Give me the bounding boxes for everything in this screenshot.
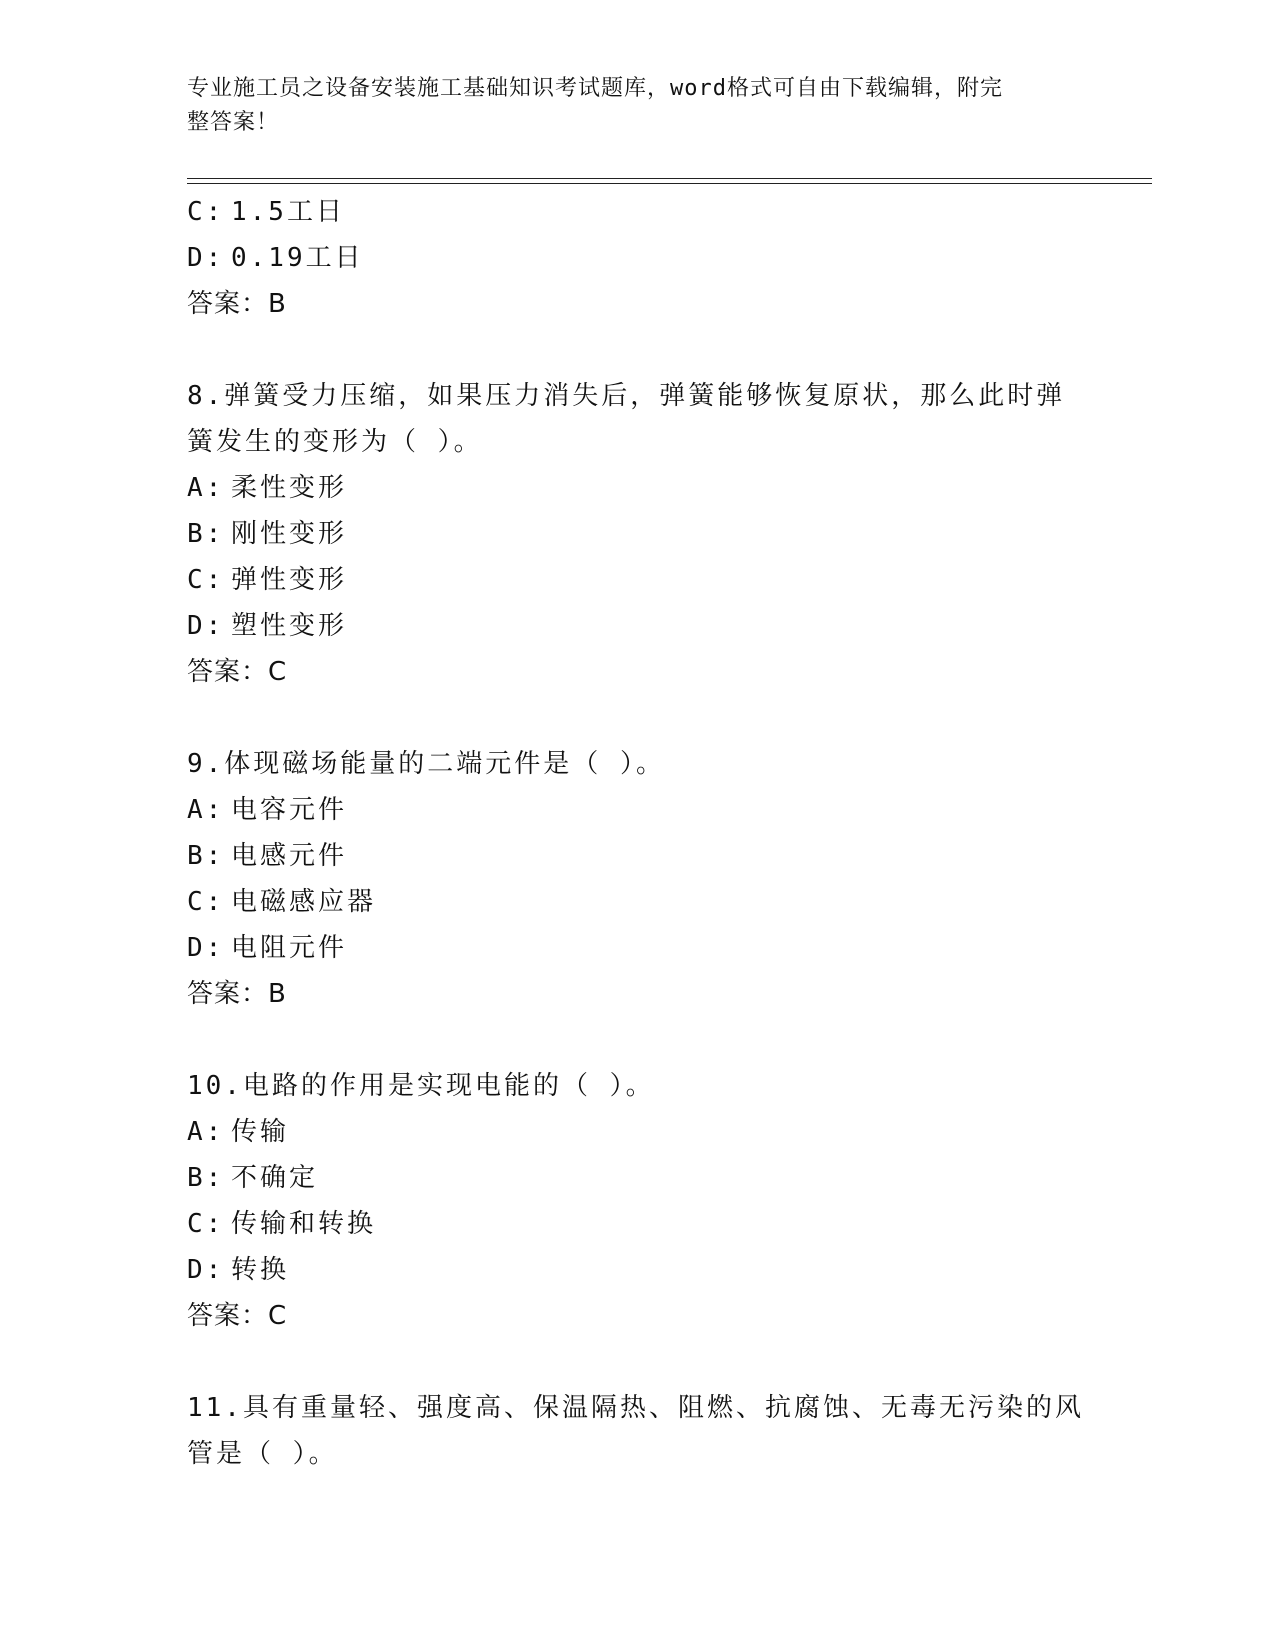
option-text: 0.19工日 bbox=[231, 243, 364, 273]
header-title-line-1: 专业施工员之设备安装施工基础知识考试题库，word格式可自由下载编辑，附完 bbox=[187, 76, 1003, 101]
option-key: A: bbox=[187, 1117, 225, 1147]
option-d bbox=[187, 1247, 1147, 1293]
option-text: 柔性变形 bbox=[231, 473, 348, 503]
question-stem-continued: 管是（ ）。 bbox=[187, 1439, 338, 1469]
option-key: D: bbox=[187, 1255, 225, 1285]
spacer bbox=[187, 1017, 1147, 1063]
answer-line: 答案：C bbox=[187, 1301, 288, 1331]
header-title-line-2: 整答案！ bbox=[187, 110, 280, 135]
option-key: A: bbox=[187, 473, 225, 503]
question-list bbox=[187, 189, 1147, 1477]
document-header bbox=[187, 72, 1087, 140]
option-text: 不确定 bbox=[231, 1163, 319, 1193]
option-text: 塑性变形 bbox=[231, 611, 348, 641]
option-key: B: bbox=[187, 1163, 225, 1193]
option-c bbox=[187, 1201, 1147, 1247]
option-key: C: bbox=[187, 887, 225, 917]
answer-line: 答案：C bbox=[187, 657, 288, 687]
option-text: 传输和转换 bbox=[231, 1209, 377, 1239]
answer-line: 答案：B bbox=[187, 979, 287, 1009]
option-text: 电感元件 bbox=[231, 841, 348, 871]
option-key: B: bbox=[187, 519, 225, 549]
option-c bbox=[187, 879, 1147, 925]
option-key: A: bbox=[187, 795, 225, 825]
option-a bbox=[187, 465, 1147, 511]
option-b bbox=[187, 511, 1147, 557]
question-block-11 bbox=[187, 1385, 1147, 1477]
question-block-8 bbox=[187, 373, 1147, 695]
option-text: 刚性变形 bbox=[231, 519, 348, 549]
option-text: 电阻元件 bbox=[231, 933, 348, 963]
option-text: 电磁感应器 bbox=[231, 887, 377, 917]
question-block-10 bbox=[187, 1063, 1147, 1339]
question-block-prev bbox=[187, 189, 1147, 327]
question-stem: 9.体现磁场能量的二端元件是（ ）。 bbox=[187, 749, 665, 779]
option-text: 弹性变形 bbox=[231, 565, 348, 595]
option-d bbox=[187, 603, 1147, 649]
header-divider-bottom bbox=[187, 183, 1152, 184]
header-divider-top bbox=[187, 178, 1152, 179]
option-key: D: bbox=[187, 243, 225, 273]
option-key: D: bbox=[187, 933, 225, 963]
question-stem: 10.电路的作用是实现电能的（ ）。 bbox=[187, 1071, 655, 1101]
option-text: 电容元件 bbox=[231, 795, 348, 825]
option-b bbox=[187, 833, 1147, 879]
option-text: 传输 bbox=[231, 1117, 290, 1147]
option-b bbox=[187, 1155, 1147, 1201]
question-block-9 bbox=[187, 741, 1147, 1017]
option-text: 转换 bbox=[231, 1255, 290, 1285]
question-stem-continued: 簧发生的变形为（ ）。 bbox=[187, 427, 483, 457]
spacer bbox=[187, 327, 1147, 373]
option-a bbox=[187, 1109, 1147, 1155]
option-d bbox=[187, 925, 1147, 971]
question-stem: 11.具有重量轻、强度高、保温隔热、阻燃、抗腐蚀、无毒无污染的风 bbox=[187, 1393, 1084, 1423]
option-key: D: bbox=[187, 611, 225, 641]
spacer bbox=[187, 695, 1147, 741]
option-a bbox=[187, 787, 1147, 833]
option-c bbox=[187, 189, 1147, 235]
option-key: B: bbox=[187, 841, 225, 871]
option-key: C: bbox=[187, 197, 225, 227]
option-text: 1.5工日 bbox=[231, 197, 345, 227]
spacer bbox=[187, 1339, 1147, 1385]
option-key: C: bbox=[187, 565, 225, 595]
option-d bbox=[187, 235, 1147, 281]
answer-line: 答案：B bbox=[187, 289, 287, 319]
option-c bbox=[187, 557, 1147, 603]
question-stem: 8.弹簧受力压缩，如果压力消失后，弹簧能够恢复原状，那么此时弹 bbox=[187, 381, 1066, 411]
option-key: C: bbox=[187, 1209, 225, 1239]
